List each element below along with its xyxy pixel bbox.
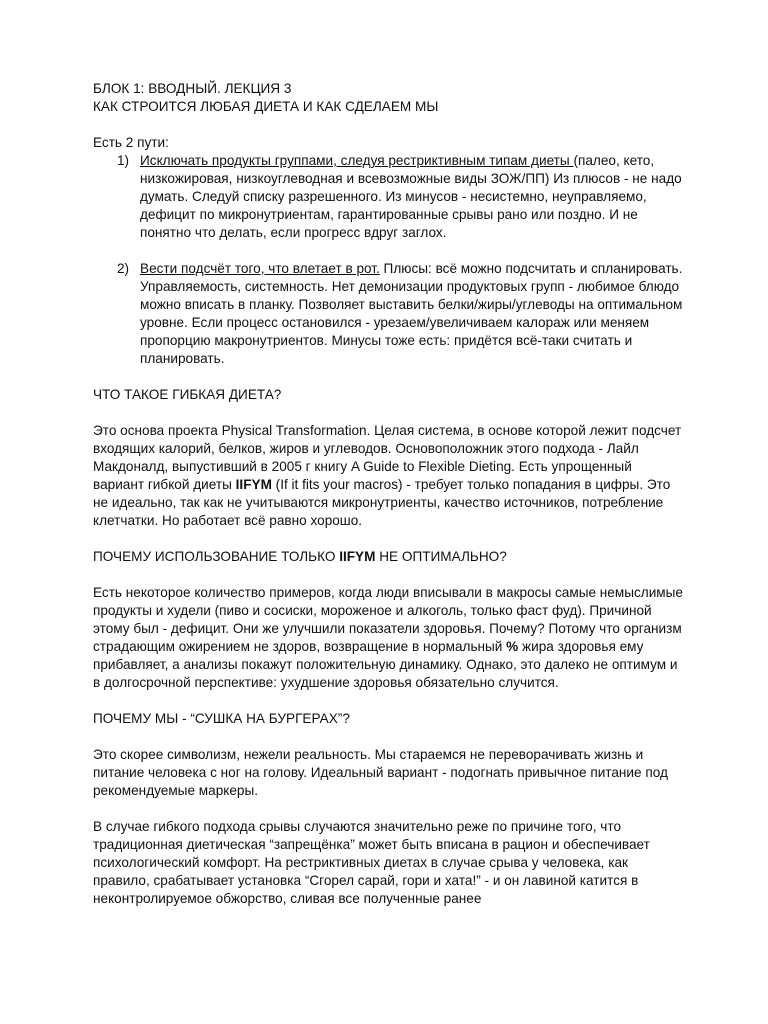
way-lead-text: Вести подсчёт того, что влетает в рот. — [140, 261, 380, 276]
section-heading — [93, 548, 683, 566]
list-spacer — [93, 242, 683, 260]
paragraph-text: Есть некоторое количество примеров, когда люди вписывали в макросы самые немыслимые продукты и худели (пиво и сосиски, мороженое и алкоголь, только фаст фуд). Причиной этому был - дефицит. Они же улучшили показатели здоровья. Почему? Потому что организм страдающим ожирением не здоров, возвращение в нормальный — [93, 585, 683, 654]
spacer — [93, 800, 683, 818]
spacer — [93, 116, 683, 134]
lecture-title: БЛОК 1: ВВОДНЫЙ. ЛЕКЦИЯ 3 — [93, 81, 292, 96]
bold-term: % — [506, 639, 519, 654]
paragraph-text: (If it fits your macros) - требует только попадания в цифры. Это не идеально, так как не учитываются микронутриенты, качество источников, потребление клетчатки. Но работает всё равно хорошо. — [93, 477, 671, 528]
ways-list — [93, 152, 683, 368]
way-lead-text: Исключать продукты группами, следуя рестриктивным типам диеты — [140, 153, 574, 168]
spacer — [93, 368, 683, 386]
list-item — [93, 260, 683, 368]
list-item — [93, 152, 683, 242]
list-number: 1) — [117, 153, 130, 168]
spacer — [93, 530, 683, 548]
spacer — [93, 566, 683, 584]
intro-text: Есть 2 пути: — [93, 135, 169, 150]
way-body-text: (палео, кето, низкожировая, низкоуглеводная и всевозможные виды ЗОЖ/ПП) Из плюсов - не надо думать. Следуй списку разрешенного. Из минусов - несистемно, неуправляемо, дефицит по микронутриентам, гарантированные срывы рано или поздно. И не понятно что делать, если прогресс вдруг заглох. — [140, 153, 682, 240]
document-body — [93, 80, 683, 908]
section-paragraph — [93, 584, 683, 692]
section-heading: ПОЧЕМУ МЫ - “СУШКА НА БУРГЕРАХ”? — [93, 711, 350, 726]
paragraph-text: Это основа проекта Physical Transformation. Целая система, в основе которой лежит подсчет входящих калорий, белков, жиров и углеводов. Основоположник этого подхода - Лайл Макдоналд, выпустивший в 2005 г книгу A Guide to Flexible Dieting. Есть упрощенный вариант гибкой диеты — [93, 423, 682, 492]
list-number: 2) — [117, 261, 130, 276]
spacer — [93, 692, 683, 710]
section-paragraph: В случае гибкого подхода срывы случаются значительно реже по причине того, что традиционная диетическая “запрещёнка” может быть вписана в рацион и обеспечивает психологический комфорт. На рестриктивных диетах в случае срыва у человека, как правило, срабатывает установка “Сгорел сарай, гори и хата!” - и он лавиной катится в неконтролируемое обжорство, сливая все полученные ранее — [93, 819, 650, 906]
spacer — [93, 728, 683, 746]
spacer — [93, 404, 683, 422]
bold-term: IIFYM — [235, 477, 272, 492]
heading-text: ПОЧЕМУ ИСПОЛЬЗОВАНИЕ ТОЛЬКО — [93, 549, 340, 564]
section-heading: ЧТО ТАКОЕ ГИБКАЯ ДИЕТА? — [93, 387, 282, 402]
paragraph-text: жира здоровья ему прибавляет, а анализы покажут положительную динамику. Однако, это далеко не оптимум и в долгосрочной перспективе: ухудшение здоровья обязательно случится. — [93, 639, 678, 690]
bold-term: IIFYM — [339, 549, 376, 564]
heading-text: НЕ ОПТИМАЛЬНО? — [375, 549, 507, 564]
lecture-subtitle: КАК СТРОИТСЯ ЛЮБАЯ ДИЕТА И КАК СДЕЛАЕМ МЫ — [93, 99, 439, 114]
way-body-text: Плюсы: всё можно подсчитать и спланировать. Управляемость, системность. Нет демонизации продуктовых групп - любимое блюдо можно вписать в планку. Позволяет выставить белки/жиры/углеводы на оптимальном уровне. Если процесс остановился - урезаем/увеличиваем калораж или меняем пропорцию макронутриентов. Минусы тоже есть: придётся всё-таки считать и планировать. — [140, 261, 683, 366]
section-paragraph: Это скорее символизм, нежели реальность. Мы стараемся не переворачивать жизнь и питание человека с ног на голову. Идеальный вариант - подогнать привычное питание под рекомендуемые маркеры. — [93, 747, 668, 798]
section-paragraph — [93, 422, 683, 530]
